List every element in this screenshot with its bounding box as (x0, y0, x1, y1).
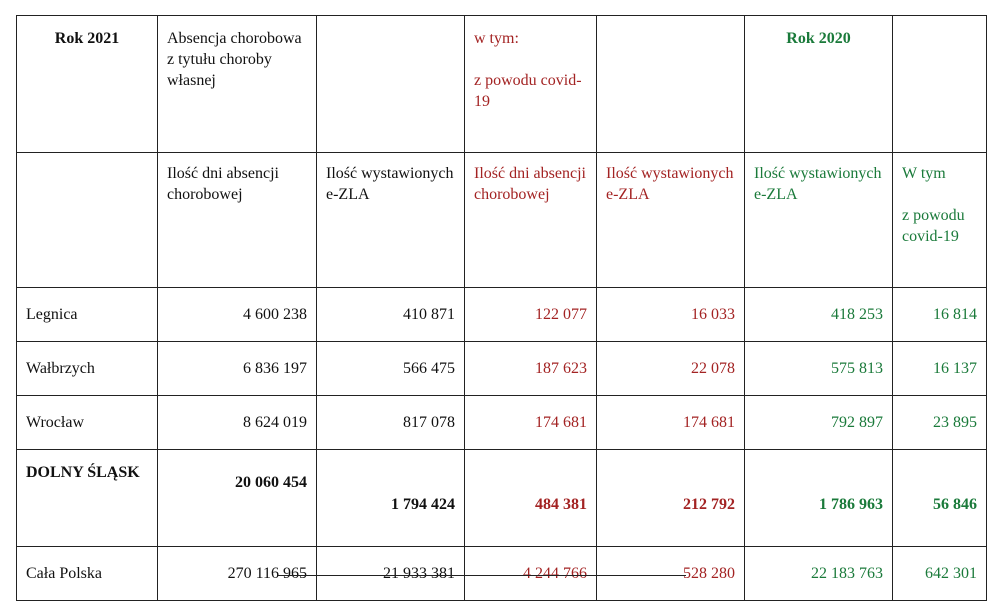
subheader-row (17, 153, 987, 288)
header-covid-group (465, 16, 597, 153)
subheader-covid-days-absence: Ilość dni absencji chorobowej (465, 153, 597, 288)
absence-table (16, 15, 987, 601)
header-absence-own-illness: Absencja chorobowa z tytułu choroby własnej (158, 16, 317, 153)
subheader-days-absence: Ilość dni absencji chorobowej (158, 153, 317, 288)
header-empty-cell (893, 16, 987, 153)
cell-2020-covid: 642 301 (893, 547, 987, 601)
table-row-total (17, 450, 987, 547)
table-row (17, 547, 987, 601)
subheader-empty-cell (17, 153, 158, 288)
row-label: Wrocław (17, 396, 158, 450)
header-empty-cell (317, 16, 465, 153)
subheader-due-to-covid: z powodu covid-19 (902, 207, 965, 245)
cell-covid-days: 174 681 (465, 396, 597, 450)
footnote-separator (278, 575, 686, 576)
cell-days-absence: 20 060 454 (158, 450, 317, 547)
cell-ezla-count: 817 078 (317, 396, 465, 450)
cell-covid-ezla: 16 033 (597, 288, 745, 342)
cell-covid-days: 484 381 (465, 450, 597, 547)
cell-days-absence: 4 600 238 (158, 288, 317, 342)
table-row (17, 288, 987, 342)
cell-ezla-count: 410 871 (317, 288, 465, 342)
table-row (17, 342, 987, 396)
cell-2020-covid: 16 814 (893, 288, 987, 342)
cell-2020-covid: 56 846 (893, 450, 987, 547)
row-label: Legnica (17, 288, 158, 342)
cell-2020-covid: 16 137 (893, 342, 987, 396)
subheader-covid-ezla-count: Ilość wystawionych e-ZLA (597, 153, 745, 288)
cell-ezla-count: 1 794 424 (317, 450, 465, 547)
row-label: DOLNY ŚLĄSK (17, 450, 158, 547)
cell-covid-days: 122 077 (465, 288, 597, 342)
subheader-of-which: W tym (902, 165, 946, 182)
cell-days-absence: 270 116 965 (158, 547, 317, 601)
cell-ezla-count: 566 475 (317, 342, 465, 396)
subheader-ezla-count: Ilość wystawionych e-ZLA (317, 153, 465, 288)
cell-covid-ezla: 174 681 (597, 396, 745, 450)
table-row (17, 396, 987, 450)
cell-covid-days: 4 244 766 (465, 547, 597, 601)
header-due-to-covid: z powodu covid-19 (474, 72, 582, 110)
cell-2020-ezla: 22 183 763 (745, 547, 893, 601)
cell-2020-ezla: 575 813 (745, 342, 893, 396)
cell-covid-ezla: 22 078 (597, 342, 745, 396)
header-empty-cell (597, 16, 745, 153)
cell-ezla-count: 21 933 381 (317, 547, 465, 601)
subheader-2020-ezla-count: Ilość wystawionych e-ZLA (745, 153, 893, 288)
cell-days-absence: 8 624 019 (158, 396, 317, 450)
cell-2020-ezla: 418 253 (745, 288, 893, 342)
cell-2020-ezla: 792 897 (745, 396, 893, 450)
cell-2020-ezla: 1 786 963 (745, 450, 893, 547)
cell-days-absence: 6 836 197 (158, 342, 317, 396)
header-of-which: w tym: (474, 30, 519, 47)
header-year-2020: Rok 2020 (745, 16, 893, 153)
cell-covid-ezla: 212 792 (597, 450, 745, 547)
header-row (17, 16, 987, 153)
cell-covid-days: 187 623 (465, 342, 597, 396)
row-label: Wałbrzych (17, 342, 158, 396)
header-year-2021: Rok 2021 (17, 16, 158, 153)
row-label: Cała Polska (17, 547, 158, 601)
cell-covid-ezla: 528 280 (597, 547, 745, 601)
cell-2020-covid: 23 895 (893, 396, 987, 450)
subheader-2020-covid (893, 153, 987, 288)
